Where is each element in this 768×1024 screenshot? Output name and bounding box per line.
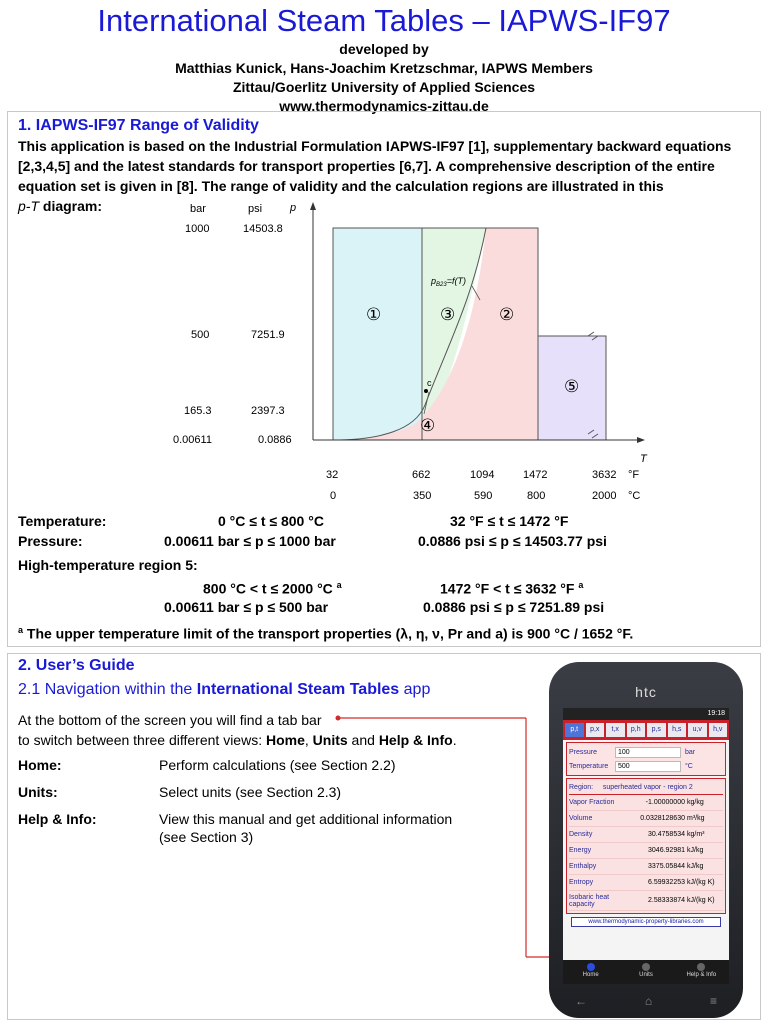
result-row: Vapor Fraction -1.00000000 kg/kg bbox=[569, 795, 723, 811]
result-row: Entropy 6.59932253 kJ/(kg K) bbox=[569, 875, 723, 891]
f-tick: 1472 bbox=[523, 469, 548, 481]
psi-tick: 14503.8 bbox=[243, 223, 283, 235]
input-pair-tabs bbox=[563, 720, 729, 740]
f-tick: 32 bbox=[326, 469, 339, 481]
header-line-university: Zittau/Goerlitz University of Applied Sciences bbox=[232, 79, 536, 95]
region1-label: ① bbox=[366, 305, 382, 324]
c-tick: 590 bbox=[474, 490, 493, 502]
phone-screen bbox=[563, 708, 729, 984]
c-tick: 0 bbox=[330, 490, 337, 502]
section2-title: 2. User’s Guide bbox=[18, 657, 135, 674]
nav-item-units-desc: Select units (see Section 2.3) bbox=[159, 784, 342, 800]
input-panel bbox=[566, 742, 726, 776]
tab-ph[interactable]: p,h bbox=[627, 723, 646, 737]
unit-celsius: °C bbox=[628, 490, 641, 502]
tab-hv[interactable]: h,v bbox=[709, 723, 728, 737]
section2-subtitle: 2.1 Navigation within the International Steam Tables app bbox=[18, 681, 431, 698]
t-axis-arrow bbox=[637, 437, 645, 443]
tab-tx[interactable]: t,x bbox=[606, 723, 625, 737]
critical-point-label: c bbox=[427, 378, 432, 388]
page-title: International Steam Tables – IAPWS-IF97 bbox=[97, 3, 671, 38]
region2-label: ② bbox=[499, 305, 515, 324]
unit-psi: psi bbox=[248, 203, 263, 215]
phone-brand: htc bbox=[635, 684, 657, 700]
header-line-website: www.thermodynamics-zittau.de bbox=[279, 98, 489, 114]
f-tick: 3632 bbox=[592, 469, 617, 481]
header-line-authors: Matthias Kunick, Hans-Joachim Kretzschmar, IAPWS Members bbox=[175, 60, 593, 76]
phone-nav-buttons bbox=[575, 994, 717, 1008]
f-tick: 1094 bbox=[470, 469, 495, 481]
nav-item-home-desc: Perform calculations (see Section 2.2) bbox=[159, 757, 396, 773]
tab-uv[interactable]: u,v bbox=[688, 723, 707, 737]
unit-fahrenheit: °F bbox=[628, 469, 640, 481]
results-panel bbox=[566, 778, 726, 914]
tab-ps[interactable]: p,s bbox=[647, 723, 666, 737]
r5-temperature-c: 800 °C < t ≤ 2000 °C $^a$ bbox=[203, 580, 342, 597]
result-row: Enthalpy 3375.05844 kJ/kg bbox=[569, 859, 723, 875]
result-row: Density 30.4758534 kg/m³ bbox=[569, 827, 723, 843]
c-tick: 800 bbox=[527, 490, 546, 502]
menu-icon[interactable]: ≡ bbox=[709, 994, 717, 1008]
library-link[interactable]: www.thermodynamic-property-libraries.com bbox=[571, 917, 721, 927]
temperature-range-c: 0 °C ≤ t ≤ 800 °C bbox=[218, 513, 324, 529]
bar-tick: 165.3 bbox=[184, 405, 212, 417]
pressure-input[interactable]: 100 bbox=[615, 747, 681, 758]
temperature-input[interactable]: 500 bbox=[615, 761, 681, 772]
phone-mockup bbox=[549, 662, 743, 1018]
home-icon[interactable]: ⌂ bbox=[644, 994, 653, 1008]
psi-tick: 2397.3 bbox=[251, 405, 285, 417]
pt-diagram bbox=[0, 200, 768, 510]
unit-bar: bar bbox=[190, 203, 206, 215]
tab-pt[interactable]: p,t bbox=[565, 723, 584, 737]
section1-text: This application is based on the Industrial Formulation IAPWS-IF97 [1], supplementary backward equations [2,3,4,5] and the latest standards for transport properties [6,7]. A comprehensive description of the entire equation set is given in [8]. The range of validity and the calculation regions are illustrated in this bbox=[18, 138, 732, 194]
header-line-developed: developed by bbox=[339, 41, 429, 57]
tab-home[interactable]: Home bbox=[563, 960, 618, 984]
back-icon[interactable]: ← bbox=[575, 994, 587, 1008]
region1-area bbox=[333, 228, 422, 440]
footnote: $^a$ The upper temperature limit of the transport properties (λ, η, ν, Pr and a) is 900 °C / 1652 °F. bbox=[18, 625, 634, 642]
t-axis-label: T bbox=[640, 453, 647, 465]
b23-curve-label: $p_{B23}=f(T)$ bbox=[431, 276, 466, 288]
psi-tick: 0.0886 bbox=[258, 434, 292, 446]
pressure-range-bar: 0.00611 bar ≤ p ≤ 1000 bar bbox=[164, 533, 336, 549]
bar-tick: 1000 bbox=[185, 223, 210, 235]
bar-tick: 500 bbox=[191, 329, 210, 341]
pressure-label: Pressure: bbox=[18, 533, 83, 549]
result-row: Volume 0.0328128630 m³/kg bbox=[569, 811, 723, 827]
pressure-row: Pressure 100 bar bbox=[569, 748, 696, 756]
c-tick: 2000 bbox=[592, 490, 617, 502]
region5-label: High-temperature region 5: bbox=[18, 557, 198, 573]
temperature-label: Temperature: bbox=[18, 513, 107, 529]
nav-item-help-desc: View this manual and get additional information bbox=[159, 811, 453, 827]
c-tick: 350 bbox=[413, 490, 432, 502]
result-row: Isobaric heat capacity 2.58333874 kJ/(kg K) bbox=[569, 891, 723, 911]
r5-pressure-bar: 0.00611 bar ≤ p ≤ 500 bar bbox=[164, 599, 329, 615]
temperature-range-f: 32 °F ≤ t ≤ 1472 °F bbox=[450, 513, 569, 529]
section1-title: 1. IAPWS-IF97 Range of Validity bbox=[18, 117, 259, 134]
r5-temperature-f: 1472 °F < t ≤ 3632 °F $^a$ bbox=[440, 580, 584, 597]
result-row: Energy 3046.92981 kJ/kg bbox=[569, 843, 723, 859]
region3-label: ③ bbox=[440, 305, 456, 324]
tab-px[interactable]: p,x bbox=[586, 723, 605, 737]
region5-label: ⑤ bbox=[564, 377, 580, 396]
f-tick: 662 bbox=[412, 469, 431, 481]
pressure-range-psi: 0.0886 psi ≤ p ≤ 14503.77 psi bbox=[418, 533, 607, 549]
section1-text-tail: p-T diagram: bbox=[18, 198, 103, 214]
r5-pressure-psi: 0.0886 psi ≤ p ≤ 7251.89 psi bbox=[423, 599, 605, 615]
tab-units[interactable]: Units bbox=[618, 960, 673, 984]
status-bar: 19:18 bbox=[563, 708, 729, 720]
temperature-row: Temperature 500 °C bbox=[569, 762, 693, 770]
p-axis-label: p bbox=[290, 202, 297, 214]
psi-tick: 7251.9 bbox=[251, 329, 285, 341]
bar-tick: 0.00611 bbox=[173, 434, 212, 446]
nav-item-units-key: Units: bbox=[18, 784, 58, 800]
header bbox=[0, 0, 768, 116]
tab-help-info[interactable]: Help & Info bbox=[674, 960, 729, 984]
nav-item-help-desc2: (see Section 3) bbox=[159, 829, 254, 845]
bottom-tab-bar bbox=[563, 960, 729, 984]
region-row: Region: superheated vapor - region 2 bbox=[569, 781, 723, 795]
region4-label: ④ bbox=[420, 416, 436, 435]
tab-hs[interactable]: h,s bbox=[668, 723, 687, 737]
p-axis-arrow bbox=[310, 202, 316, 210]
critical-point bbox=[424, 389, 428, 393]
nav-item-home-key: Home: bbox=[18, 757, 62, 773]
section2-intro: At the bottom of the screen you will find a tab bar to switch between three different views: Home, Units and Help & Info. bbox=[18, 712, 457, 748]
nav-item-help-key: Help & Info: bbox=[18, 811, 97, 827]
